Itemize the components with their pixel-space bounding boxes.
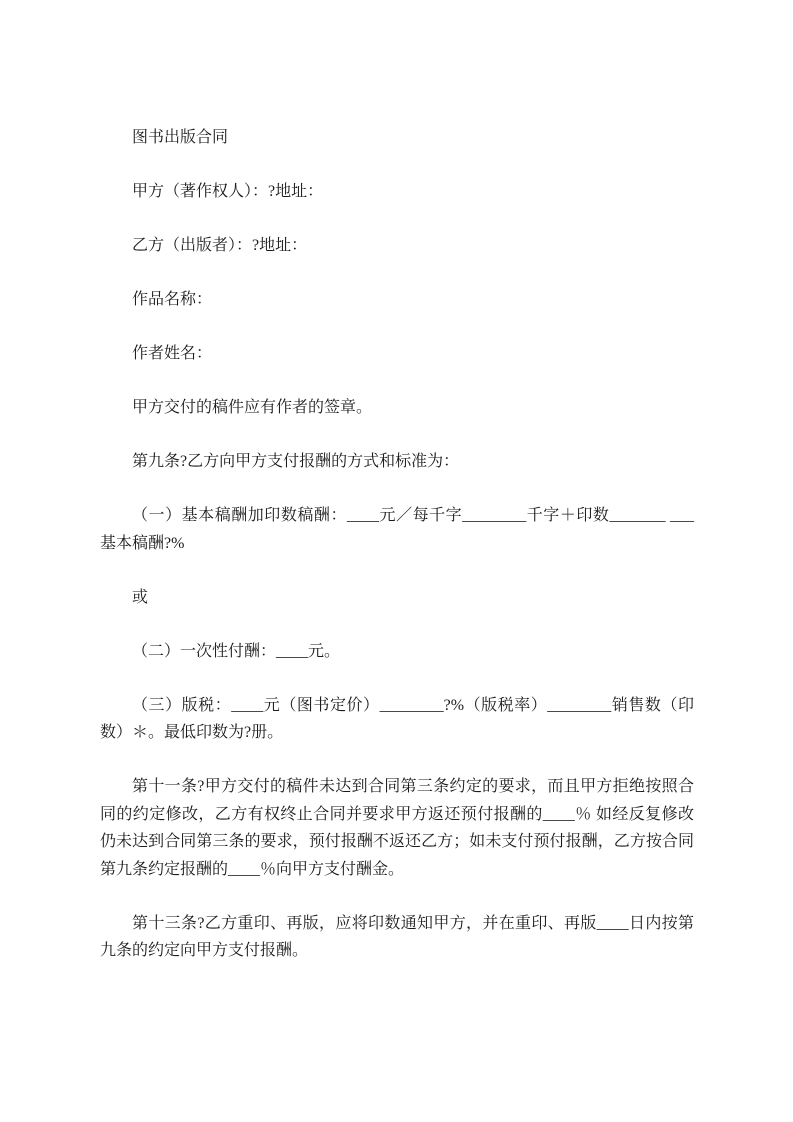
payment-option-3: （三）版税：____元（图书定价）________?%（版税率）________销售数（印数）＊。最低印数为?册。 bbox=[100, 696, 694, 741]
document-title: 图书出版合同 bbox=[132, 129, 229, 146]
payment-option-2: （二）一次性付酬：____元。 bbox=[132, 642, 341, 660]
work-title-line: 作品名称： bbox=[132, 291, 213, 308]
article-11-clause: 第十一条?甲方交付的稿件未达到合同第三条约定的要求，而且甲方拒绝按照合同的约定修改，乙方有权终止合同并要求甲方返还预付报酬的____％ 如经反复修改 仍未达到合同第三条的要求，预付报酬不返还乙方；如未支付预付报酬，乙方按合同第九条约定报酬的____％向甲方支付酬金。 bbox=[100, 778, 694, 878]
party-b-line: 乙方（出版者）：?地址： bbox=[132, 237, 308, 254]
article-13-clause: 第十三条?乙方重印、再版，应将印数通知甲方，并在重印、再版____日内按第九条的约定向甲方支付报酬。 bbox=[100, 914, 694, 959]
manuscript-signature-clause: 甲方交付的稿件应有作者的签章。 bbox=[132, 399, 373, 416]
party-a-line: 甲方（著作权人）：?地址： bbox=[132, 183, 324, 200]
payment-option-1: （一）基本稿酬加印数稿酬：____元／每千字________千字＋印数_______ ___基本稿酬?% bbox=[100, 507, 694, 552]
or-separator: 或 bbox=[132, 588, 149, 606]
author-name-line: 作者姓名： bbox=[132, 345, 213, 362]
article-9-heading: 第九条?乙方向甲方支付报酬的方式和标准为： bbox=[132, 453, 460, 470]
